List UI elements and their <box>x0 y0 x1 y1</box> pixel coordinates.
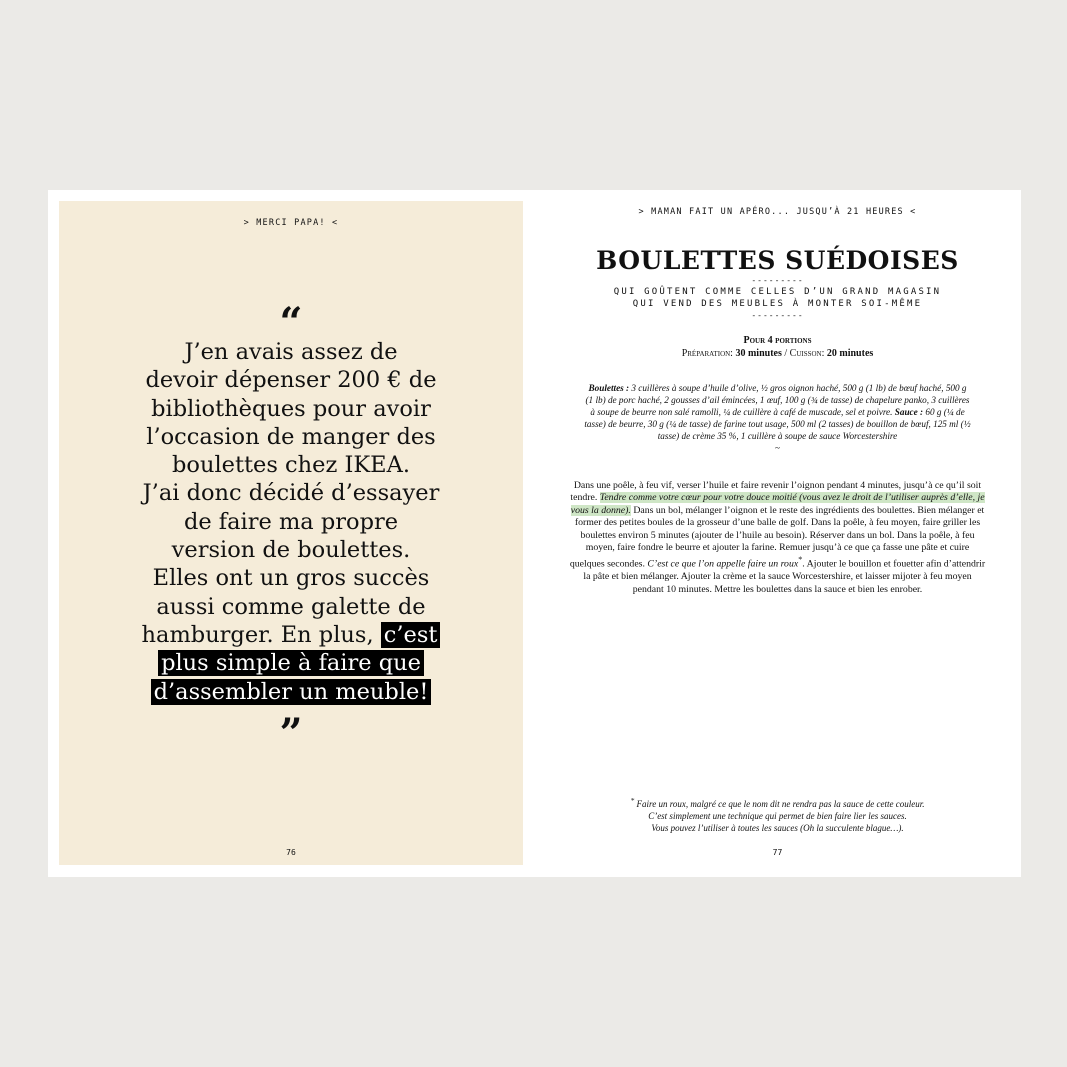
quote-line: l’occasion de manger des <box>146 423 436 450</box>
step-3: Ajouter le bouillon et fouetter afin d’attendrir la pâte et bien mélanger. Ajouter la crème et la sauce Worcestershire, et laisser mijoter à feu moyen pendant 10 minutes. Mettre les boulettes dans la sauce et bien les enrober. <box>583 558 986 595</box>
footnote-line: Faire un roux, malgré ce que le nom dit ne rendra pas la sauce de cette couleur. <box>636 799 925 809</box>
tilde-divider: ~ <box>775 443 780 454</box>
recipe-title: BOULETTES SUÉDOISES <box>596 246 959 275</box>
quote-line: boulettes chez IKEA. <box>172 452 410 479</box>
footnote-line: Vous pouvez l’utiliser à toutes les sauces (Oh la succulente blague…). <box>651 823 904 833</box>
footnote-line: C’est simplement une technique qui permet de bien faire lier les sauces. <box>648 811 907 821</box>
quote-line: de faire ma propre <box>183 508 399 535</box>
step-1: Dans une poêle, à feu vif, verser l’huile et faire revenir l’oignon pendant 4 minutes, jusqu’à ce qu’il soit tendre. <box>570 480 982 504</box>
boulettes-label: Boulettes : <box>588 383 630 393</box>
quote-line: J’ai donc décidé d’essayer <box>142 480 440 507</box>
title-divider: --------- <box>751 276 804 285</box>
quote-line: J’en avais assez de <box>184 339 398 365</box>
left-page <box>59 201 523 865</box>
quote-line: aussi comme galette de <box>156 593 426 620</box>
close-quote-mark: ” <box>279 710 303 757</box>
running-head-left: > MERCI PAPA! < <box>243 218 339 228</box>
page-number-left: 76 <box>286 848 296 857</box>
step-1-highlight: Tendre comme votre cœur pour votre douce moitié (vous avez le droit de l’utiliser auprès d’elle, je vous la donne). <box>570 492 985 516</box>
step-2: Dans un bol, mélanger l’oignon et le reste des ingrédients des boulettes. Bien mélanger et former des petites boules de la grosseur d’une balle de golf. Dans la poêle, à feu moyen, faire griller les boulettes environ 5 minutes (ajouter de l’huile au besoin). Réserver dans un bol. Dans la poêle, à feu moyen, faire fondre le beurre et ajouter la farine. Remuer jusqu’à ce que ça fasse une pâte et cuire quelques secondes. <box>569 504 985 570</box>
footnote-marker: * <box>798 555 803 565</box>
open-quote-mark: “ <box>279 299 303 346</box>
quote-line: version de boulettes. <box>171 537 411 564</box>
instructions <box>568 480 987 596</box>
quote-line: bibliothèques pour avoir <box>151 395 431 422</box>
running-head-right: > MAMAN FAIT UN APÉRO... JUSQU’À 21 HEURES < <box>638 207 917 217</box>
sauce-ingredients: 60 g (¼ de tasse) de beurre, 30 g (¼ de tasse) de farine tout usage, 500 ml (2 tasses) de bouillon de bœuf, 125 ml (½ tasse) de crème 35 %, 1 cuillère à soupe de sauce Worcestershire <box>584 407 971 442</box>
sauce-label: Sauce : <box>894 407 924 418</box>
recipe-subtitle <box>534 286 1021 310</box>
step-2-italic: C’est ce que l’on appelle faire un roux <box>647 558 799 570</box>
page-number-right: 77 <box>772 848 783 857</box>
quote-highlight: d’assembler un meuble! <box>151 679 432 705</box>
recipe-meta: Pour 4 portions Préparation: 30 minutes / Cuisson: 20 minutes <box>681 335 874 359</box>
subtitle-line: QUI GOÛTENT COMME CELLES D’UN GRAND MAGASIN <box>613 287 942 297</box>
subtitle-line: QUI VEND DES MEUBLES À MONTER SOI-MÊME <box>632 299 923 309</box>
portions: Pour 4 portions <box>743 335 812 346</box>
prep-time: 30 minutes <box>735 348 782 359</box>
ingredients <box>584 382 971 455</box>
cook-time: 20 minutes <box>826 348 874 359</box>
quote-highlight: c’est <box>381 622 441 648</box>
footnote-star: * <box>630 796 635 805</box>
footnote <box>534 795 1021 834</box>
pull-quote <box>79 338 503 706</box>
quote-line: hamburger. En plus, <box>141 621 374 648</box>
book-spread <box>48 190 1021 877</box>
quote-line: Elles ont un gros succès <box>152 565 430 592</box>
step-2-end: . <box>802 558 805 570</box>
boulettes-ingredients: 3 cuillères à soupe d’huile d’olive, ½ gros oignon haché, 500 g (1 lb) de bœuf haché, 500 g (1 lb) de porc haché, 2 gousses d’ail émincées, 1 œuf, 100 g (¾ de tasse) de chapelure panko, 3 cuillères à soupe de beurre non salé ramolli, ¼ de cuillère à café de muscade, sel et poivre. <box>585 383 970 418</box>
cook-label: Cuisson: <box>789 348 825 359</box>
prep-label: Préparation: <box>681 348 733 359</box>
quote-line: devoir dépenser 200 € de <box>145 367 437 394</box>
right-page <box>534 190 1021 877</box>
quote-highlight: plus simple à faire que <box>158 650 424 676</box>
subtitle-divider: --------- <box>751 311 804 320</box>
